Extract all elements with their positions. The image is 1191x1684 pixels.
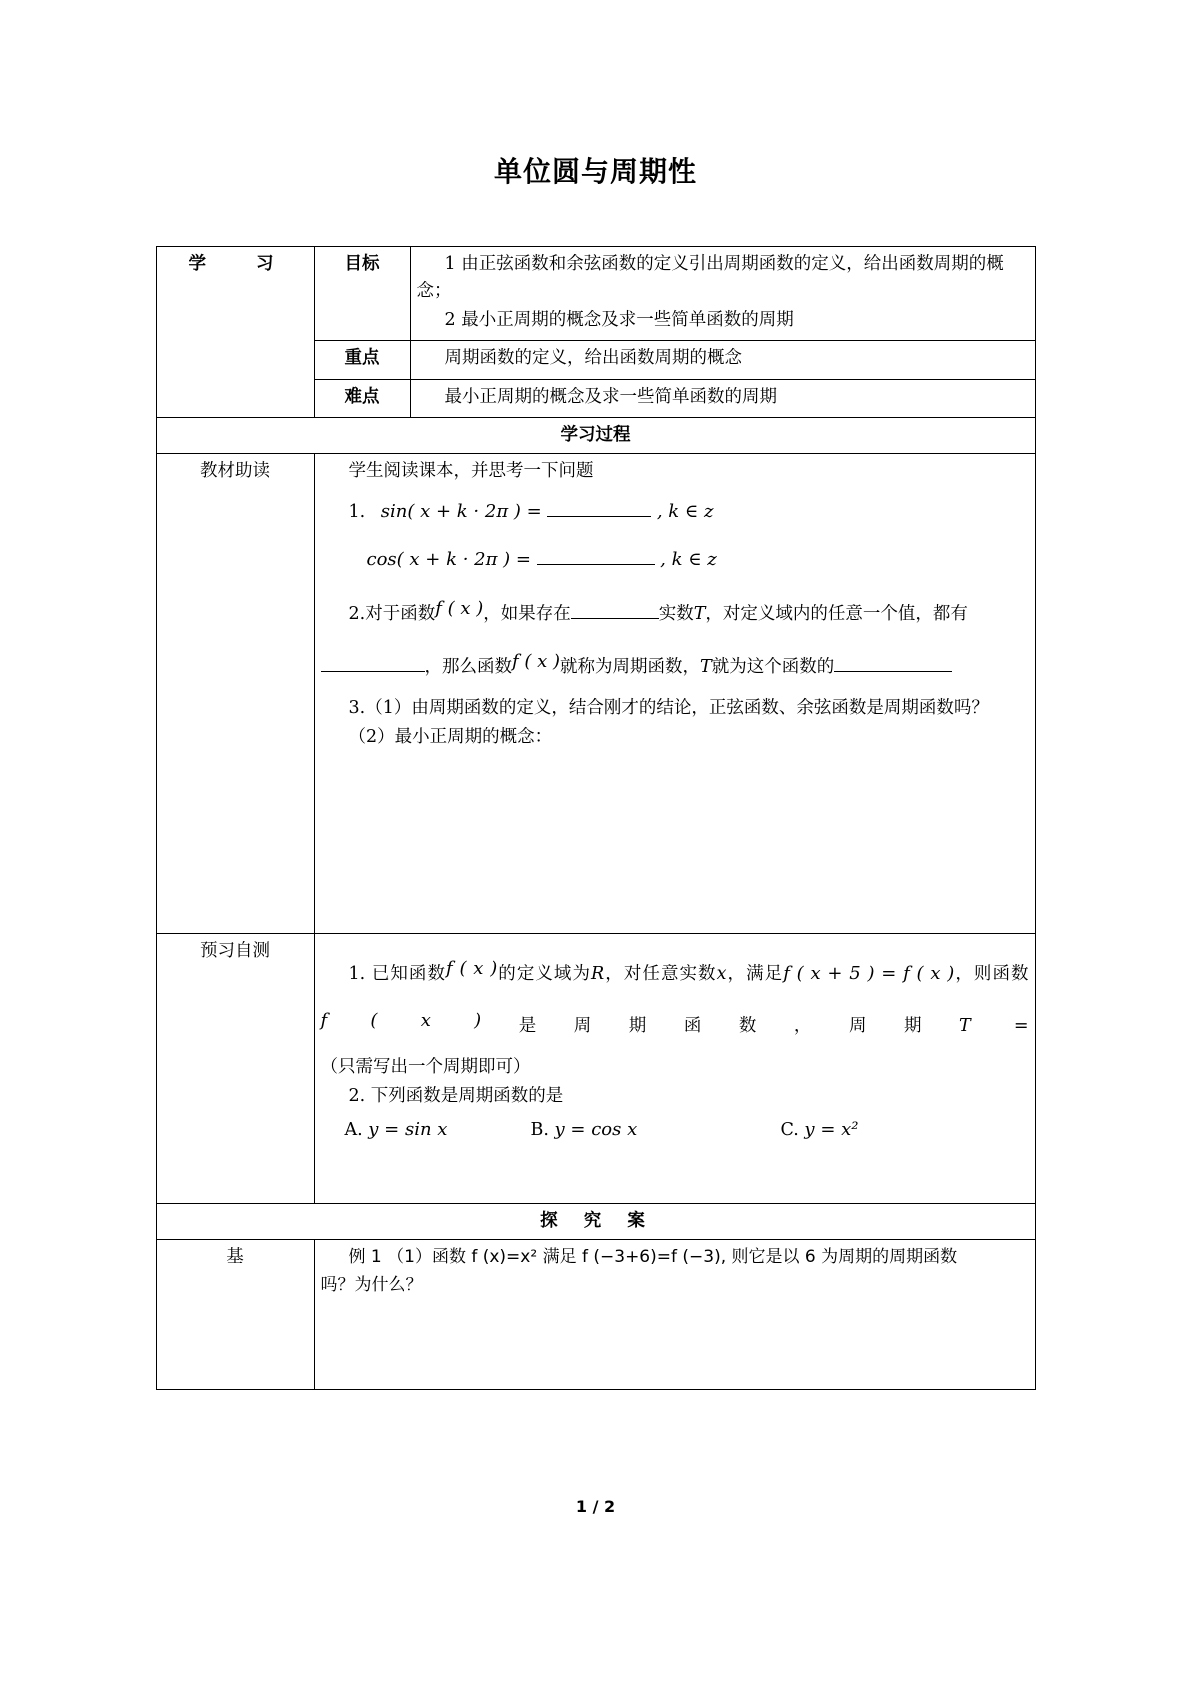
page-title: 单位圆与周期性 (493, 155, 697, 188)
item2-text-d: ，对定义域内的任意一个值，都有 (705, 604, 968, 625)
option-c-tag: C. (780, 1120, 799, 1141)
explore-example-line-2: 吗？为什么？ (320, 1275, 423, 1296)
item2-function-fx-2: f ( x ) (512, 650, 561, 672)
table-row-explore-header (156, 1203, 1035, 1239)
textbook-reading-label (156, 453, 314, 933)
q1-symbol-R: R (591, 963, 605, 984)
item1-number: 1. (348, 501, 366, 522)
item2-function-fx-1: f ( x ) (435, 598, 484, 620)
explore-header: 探 究 案 (156, 1203, 1035, 1239)
option-a-tag: A. (344, 1120, 363, 1141)
item2-text-g: 就为这个函数的 (711, 656, 835, 677)
difficulty-label: 难点 (314, 379, 410, 417)
reading-item-3-1: 3.（1）由周期函数的定义，结合刚才的结论，正弦函数、余弦函数是周期函数吗？ (348, 697, 989, 718)
item1-cos-blank[interactable] (537, 564, 655, 565)
self-test-q1 (321, 948, 1029, 1052)
table-row-objective (156, 247, 1035, 341)
item2-blank-1[interactable] (571, 618, 659, 619)
table-row-textbook-reading (156, 453, 1035, 933)
difficulty-content (410, 379, 1035, 417)
q1-symbol-T: T = (959, 1015, 1029, 1036)
item2-symbol-T-1: T (693, 604, 706, 625)
q1-text-e: ，则函数 (954, 963, 1029, 984)
item2-blank-3[interactable] (834, 671, 952, 672)
self-test-options (321, 1116, 1029, 1144)
key-point-content (410, 341, 1035, 379)
textbook-reading-label-text: 教材助读 (200, 460, 270, 481)
self-test-q1-note: （只需写出一个周期即可） (320, 1057, 531, 1078)
objective-label: 目标 (314, 247, 410, 341)
self-test-content (314, 933, 1035, 1203)
explore-label: 基 (156, 1239, 314, 1389)
q1-text-d: ，满足 (726, 963, 784, 984)
item1-cos-condition: , k ∈ z (660, 548, 717, 570)
option-a[interactable] (321, 1116, 531, 1144)
q1-text-a: 1. 已知函数 (348, 963, 447, 984)
table-row-explore-body (156, 1239, 1035, 1389)
page-footer: 1 / 2 (575, 1497, 616, 1516)
q1-text-f: 是周期函数，周期 (481, 1015, 960, 1036)
q1-text-c: ，对任意实数 (604, 963, 717, 984)
reading-item-1-cos (339, 537, 1029, 583)
option-c-formula: y = x² (804, 1119, 859, 1141)
item2-text-c: 实数 (658, 604, 694, 625)
option-a-formula: y = sin x (368, 1119, 448, 1141)
self-test-label (156, 933, 314, 1203)
item1-sin-blank[interactable] (547, 516, 651, 517)
difficulty-line: 最小正周期的概念及求一些简单函数的周期 (444, 386, 777, 407)
item2-text-e: ，那么函数 (424, 656, 512, 677)
q1-text-b: 的定义域为 (497, 963, 592, 984)
table-row-process-header (156, 417, 1035, 453)
option-b-formula: y = cos x (554, 1119, 638, 1141)
table-row-self-test (156, 933, 1035, 1203)
process-header: 学习过程 (156, 417, 1035, 453)
item2-text-a: 2.对于函数 (348, 604, 436, 625)
q1-symbol-x: x (716, 963, 727, 984)
objective-content (410, 247, 1035, 341)
self-test-q2: 2. 下列函数是周期函数的是 (348, 1086, 564, 1107)
q1-function-fx-2: f ( x ) (320, 1009, 482, 1031)
reading-item-1 (321, 489, 1029, 535)
self-test-label-text: 预习自测 (200, 940, 270, 961)
q1-function-fx-1: f ( x ) (446, 957, 498, 979)
item2-symbol-T-2: T (700, 656, 712, 677)
key-point-line: 周期函数的定义，给出函数周期的概念 (444, 348, 742, 369)
item1-sin-formula: sin( x + k · 2π ) = (380, 500, 542, 522)
item2-text-f: 就称为周期函数， (560, 656, 701, 677)
worksheet-table (156, 246, 1036, 1390)
reading-intro: 学生阅读课本，并思考一下问题 (348, 460, 594, 481)
item2-blank-2[interactable] (321, 671, 425, 672)
q1-equation: f ( x + 5 ) = f ( x ) (783, 962, 955, 984)
item1-sin-condition: , k ∈ z (656, 500, 714, 522)
option-b-tag: B. (530, 1120, 549, 1141)
option-b[interactable] (531, 1116, 781, 1144)
study-label: 学 习 (156, 247, 314, 418)
item1-cos-formula: cos( x + k · 2π ) = (366, 548, 531, 570)
objective-line-2: 2 最小正周期的概念及求一些简单函数的周期 (444, 310, 794, 331)
key-point-label: 重点 (314, 341, 410, 379)
explore-content (314, 1239, 1035, 1389)
textbook-reading-content (314, 453, 1035, 933)
objective-line-1: 1 由正弦函数和余弦函数的定义引出周期函数的定义，给出函数周期的概念； (416, 254, 1004, 302)
reading-item-2 (321, 588, 1029, 692)
explore-example-line-1: 例 1 （1）函数 f (x)=x² 满足 f (−3+6)=f (−3), 则它是以 6 为周期的周期函数 (348, 1246, 958, 1267)
option-c[interactable] (781, 1116, 859, 1144)
item2-text-b: ，如果存在 (483, 604, 571, 625)
reading-item-3-2: （2）最小正周期的概念： (348, 726, 553, 747)
